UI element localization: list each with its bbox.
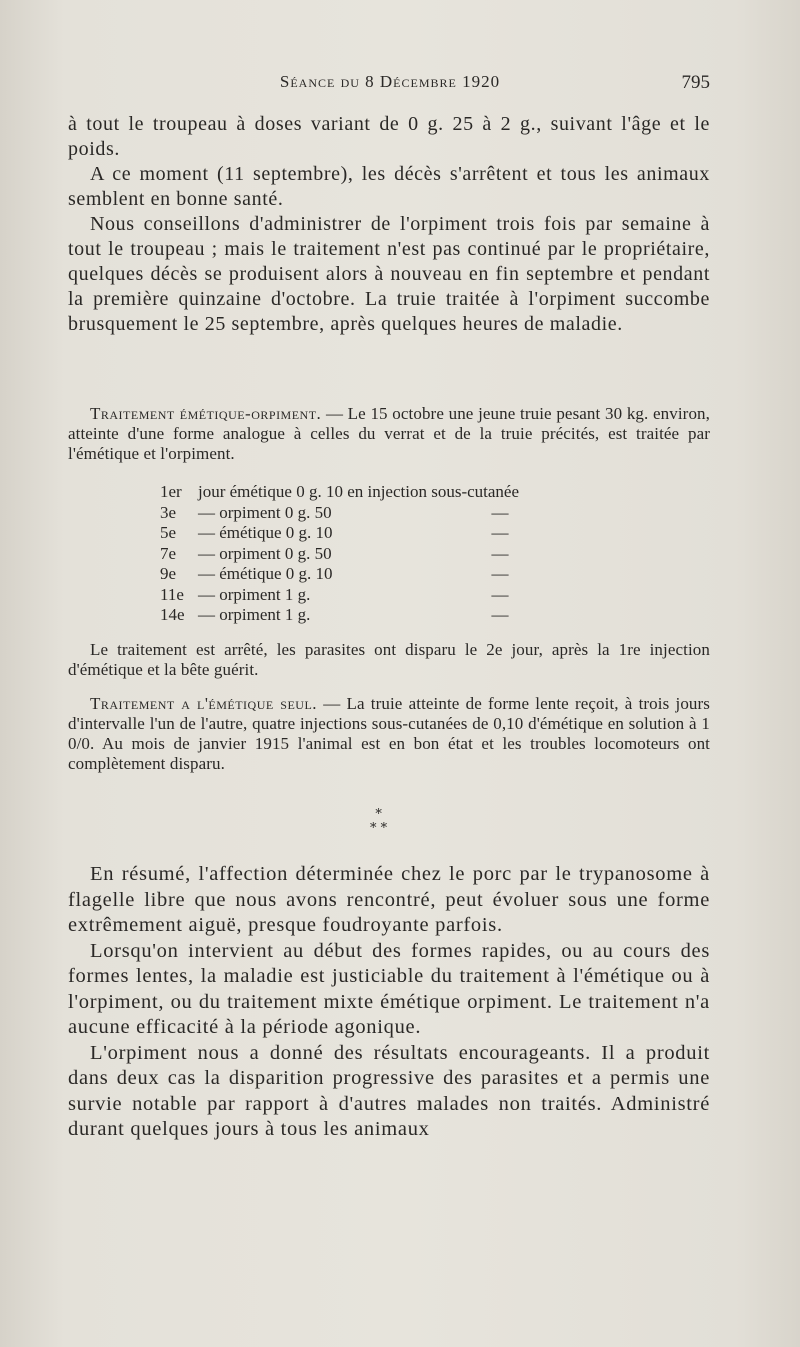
paragraph: Nous conseillons d'administrer de l'orpiment trois fois par semaine à tout le troupeau ; mais le traitement n'est pas continué par le propriétaire, quelques décès se produisent alors à nouveau en fin septembre et pendant la première quinzaine d'octobre. La truie traitée à l'orpiment succombe brusquement le 25 septembre, après quelques heures de maladie.	[68, 213, 710, 335]
section-text: — La truie atteinte de forme lente reçoit, à trois jours d'intervalle l'un de l'autre, quatre injections sous-cutanées de 0,10 d'émétique en solution à 1 0/0. Au mois de janvier 1915 l'animal est en bon état et les troubles locomoteurs ont complètement disparu.	[68, 694, 710, 773]
treatment-schedule	[160, 482, 560, 626]
treatment-row: 14e — orpiment 1 g. —	[160, 605, 509, 624]
paragraph: à tout le troupeau à doses variant de 0 g. 25 à 2 g., suivant l'âge et le poids.	[68, 113, 710, 160]
header-title: Séance du 8 Décembre 1920	[279, 72, 501, 91]
section-heading: Traitement a l'émétique seul.	[90, 694, 318, 713]
bottom-paragraphs	[68, 862, 710, 1143]
treatment-row: 7e — orpiment 0 g. 50 —	[160, 543, 509, 563]
section-paragraph	[68, 694, 710, 774]
section-emetique-seul	[68, 694, 710, 774]
treatment-row: 1er jour émétique 0 g. 10 en injection sous-cutanée	[160, 482, 520, 501]
section-emetique-orpiment	[68, 404, 710, 464]
treatment-row: 11e — orpiment 1 g. —	[160, 584, 509, 604]
section-heading: Traitement émétique-orpiment.	[90, 404, 322, 423]
treatment-row: 9e — émétique 0 g. 10 —	[160, 564, 509, 583]
page-number: 795	[681, 72, 710, 93]
treatment-row: 3e — orpiment 0 g. 50 —	[160, 502, 509, 522]
top-paragraphs	[68, 112, 710, 337]
section-result	[68, 640, 710, 680]
paragraph: En résumé, l'affection déterminée chez le porc par le trypanosome à flagelle libre que nous avons rencontré, peut évoluer sous une forme extrêmement aiguë, presque foudroyante parfois.	[68, 863, 710, 936]
section-text: — Le 15 octobre une jeune truie pesant 30 kg. environ, atteinte d'une forme analogue à celles du verrat et de la truie précités, est traitée par l'émétique et l'orpiment.	[68, 404, 710, 463]
paragraph: A ce moment (11 septembre), les décès s'arrêtent et tous les animaux semblent en bonne santé.	[68, 163, 710, 210]
running-header	[70, 72, 710, 96]
section-paragraph	[68, 404, 710, 464]
treatment-row: 5e — émétique 0 g. 10 —	[160, 523, 509, 542]
paragraph: L'orpiment nous a donné des résultats encourageants. Il a produit dans deux cas la disparition progressive des parasites et a permis une survie notable par rapport à d'autres malades non traités. Administré durant quelques jours à tous les animaux	[68, 1041, 710, 1140]
paragraph: Lorsqu'on intervient au début des formes rapides, ou au cours des formes lentes, la maladie est justiciable du traitement à l'émétique ou à l'orpiment, ou du traitement mixte émétique orpiment. Le traitement n'a aucune efficacité à la période agonique.	[68, 939, 710, 1038]
section-separator: * * *	[370, 807, 388, 836]
result-paragraph: Le traitement est arrêté, les parasites ont disparu le 2e jour, après la 1re injection d'émétique et la bête guérit.	[68, 640, 710, 679]
